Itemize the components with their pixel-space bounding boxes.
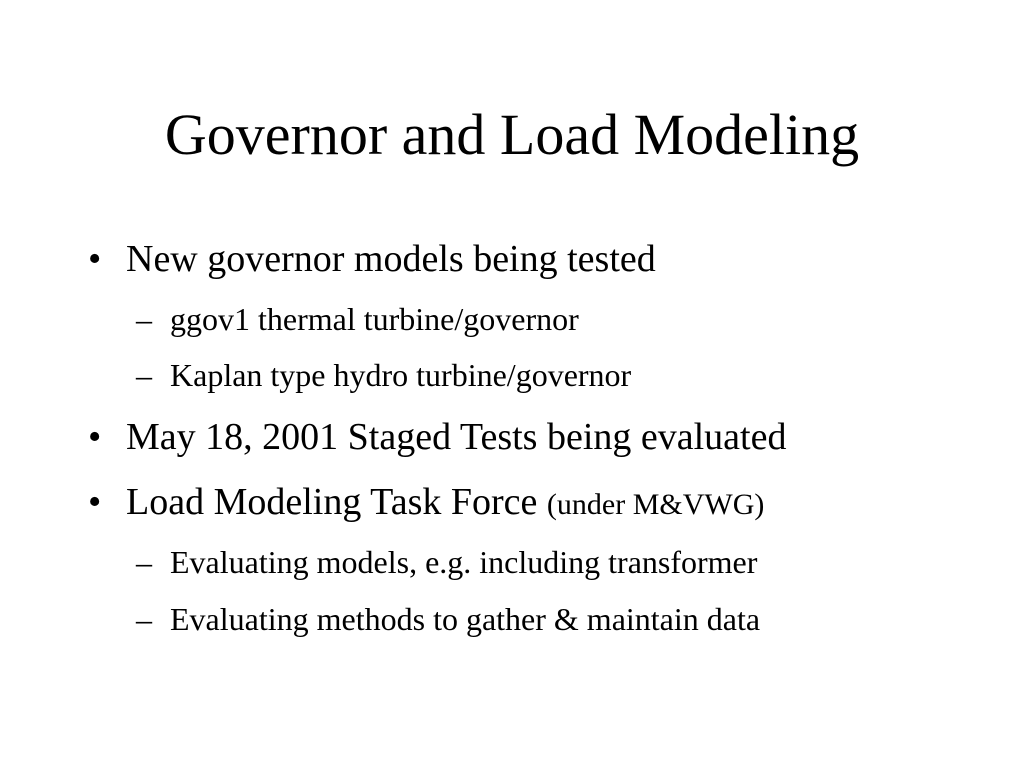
sub-bullet-text: Evaluating methods to gather & maintain data	[170, 601, 761, 637]
bullet-text: May 18, 2001 Staged Tests being evaluated	[126, 416, 787, 458]
dash-icon: –	[136, 301, 152, 337]
bullet-icon: •	[88, 481, 102, 523]
slide-title: Governor and Load Modeling	[164, 102, 860, 167]
bullet-text-group	[126, 479, 764, 528]
sub-bullet-text: Kaplan type hydro turbine/governor	[170, 357, 632, 393]
bullet-text: New governor models being tested	[126, 238, 656, 280]
bullet-icon: •	[88, 238, 102, 280]
bullet-note: (under M&VWG)	[546, 488, 765, 521]
sub-bullet-text: ggov1 thermal turbine/governor	[170, 301, 579, 337]
dash-icon: –	[136, 357, 152, 393]
sub-bullet-text: Evaluating models, e.g. including transformer	[170, 544, 758, 580]
bullet-text: Load Modeling Task Force	[126, 481, 538, 523]
dash-icon: –	[136, 544, 152, 580]
dash-icon: –	[136, 601, 152, 637]
bullet-icon: •	[88, 416, 102, 458]
